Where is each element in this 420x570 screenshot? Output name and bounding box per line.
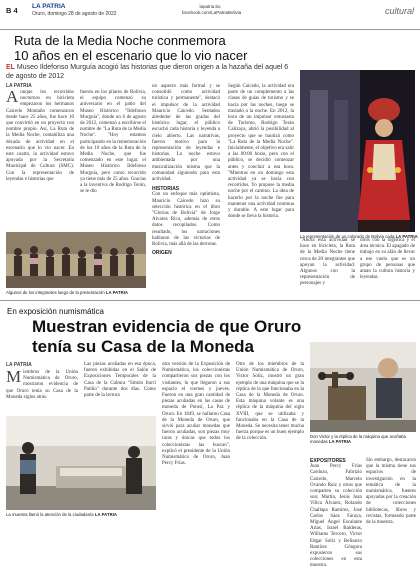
article2-byline: LA PATRIA — [6, 362, 32, 368]
article1-column-5: "Ahora esta actividad se hace en bicicleta, la Ruta de la Media Noche tiene cerca de 20 integrantes que apoyan la actividad. Algunos con la representación de personajes y — [300, 238, 355, 287]
article1-group-photo — [6, 232, 146, 288]
article1-column-1: A unque los recorridos nocturnos en bicicleta empezaron los hermanos Caicedo Montaño comenzaron desde hace 25 años, fue hace 10 que convirtió en un proyecto con nombre propio. Así, La Ruta de la Media Noche, contabiliza una década de actividad en el escenario que lo vio nacer. En este cuarto, la actividad estuvo apoyada por la Secretaría Municipal de Cultura (SMC). Con la representación de leyendas e historias que — [6, 87, 74, 182]
article2-headline: Muestran evidencia de que Oruro tenía su Casa de la Moneda — [32, 317, 302, 356]
article1-byline: LA PATRIA — [6, 83, 32, 89]
article1-photo2-caption: La representación de un colorado de Bolivia cada LA PATRIA — [300, 234, 418, 239]
article2-exhibition-photo — [6, 416, 156, 510]
article2-photo3-caption: La muestra llamó la atención de la ciudadanía LA PATRIA — [6, 512, 117, 517]
article2-machine-photo — [310, 342, 416, 432]
article-divider — [0, 300, 420, 301]
article1-column-4: Según Caicedo, la actividad era parte de un complemento a las clases de guías de turismo y se hacía por las noches, luego se trasladó a la noche. En 2012, la hora de un impulsor entusiasta de Turismo, Rodrigo Terán Calizaya, abrió la posibilidad al proyecto que se bautizó como "La Ruta de la Media Noche". Inicialmente, el objetivo era salir a las 00:00 horas, pero con el público, se decidió comenzar antes y concluir a esa hora. "Mientras en un domingo esta actividad ya se hacía con recorridos. Yo propuse la media noche por el camino. La idea de hacerlo por la noche fue para mantener una actividad continua y durable. A este lugar para donde se lleva la historia. — [228, 84, 294, 220]
article1-column-6: otros con la logística y el área técnica. El apagado de trabajo en su afán de llevar a ese vuelo que es un grupo de personas que aman la cultura historia y leyendas. — [360, 238, 415, 281]
issue-date: Oruro, domingo 28 de agosto de 2022 — [32, 11, 117, 17]
article2-kicker: En exposición numismática — [7, 307, 104, 316]
site-info: lapatria.bo facebook.com/LaPatriaBolivia — [182, 4, 242, 15]
page-number: B 4 — [6, 6, 18, 15]
article2-column-4: Otro de los miembros de la Unión Numismática de Oruro, Victor Soliz, mostró un gran ejemplo de una máquina que se la réplica de la que funcionaba en la Casa de la Moneda de Oruro. Esta máquina volante es una réplica de la máquina del siglo XVIII, que se utilizaba y funcionaba en la Casa de la Moneda. Se necesita tener mucha fuerza porque es un buen ejemplo de la colección. — [236, 362, 304, 442]
article1-column-2: fueron en los pilares de Bolivia, el equipo comenzó su aniversario en el patio del Museo Histórico "Ildefonso Murguía", donde un 6 de agosto de 2012, comenzó a escribirse el nombre de "La Ruta de la Media Noche". "Hoy estamos participando en la rememoración de los 10 años de la Ruta de la Media Noche, que fue comenzado en este lugar, el Museo Histórico Ildefonso Murguía, pero como recorrido ya tiene más de 25 años. Gracias a la inventiva de Rodrigo Terán, se le dio — [80, 90, 146, 195]
article2-column-3: otra versión de la Exposición de Numismática, los coleccionistas compartieron sus piezas con los visitantes, lo que llegaron a sus espacio el viernes y jueves. Fueron en una gran cantidad de piezas acuñadas en las casas de moneda de Potosí, La Paz y Oruro. En 1849, se hallaron Casa de la Moneda de Oruro, que sirvió para acuñar monedas que fueron acuñadas, son piezas muy raras y únicas que todos los coleccionistas las buscan", explicó el presidente de la Unión Numismática de Oruro, Juan Percy Frías. — [162, 362, 230, 467]
exhibition-photo-image — [6, 416, 156, 510]
article1-subtitle: EL Museo Ildefonso Murguía acogió las historias que dieron origen a la hazaña del aquel 6 de agosto de 2012 — [6, 64, 289, 80]
page-header — [0, 0, 420, 30]
article2-column-6: Sin embargo, destacaron que la misma tiene sus espacios de investigación en la temática de la numismática, fuentes apoyadas por la creación de colecciones bibliotecas, libros y revistas, formando parte de la muestra. — [366, 458, 416, 526]
performer-photo-image — [300, 70, 415, 232]
machine-photo-image — [310, 342, 416, 432]
article2-column-2: Las piezas acuñadas en esa época, fueron exhibidas en el Salón de Exposiciones Temporales de la Casa de la Cultura "Simón Iturri Patiño" durante dos días. Como parte de la lectura — [84, 362, 156, 399]
article2-column-1: M iembros de la Unión Numismática de Oruro, mostraron evidencia de que Oruro tenía su Casa de la Moneda siglos atrás. — [6, 367, 78, 400]
article1-column-3: un aspecto más formal y se consolidó como actividad turística y permanente", destacó el impulsor de la actividad Mauricio Caicedo. Sentados alrededor de las gradas del histórico lugar, el público escuchó cada historia y leyenda a cielo abierto. Las narrativas, fueron motivo para la representación de leyendas e historias. La noche estuvo ambientada por una musicalización misma que la comunidad siguiendo para esta actividad. HISTORIAS Con un enfoque más optimista, Mauricio Caicedo hizo su selección histórica en el libro "Glorias de Bolivia" de Jorge Alvarez Rico, además de otros datos recopilados. Como resultado, los narraciones hablaron de las victorias de Bolivia, más allá de las derrotas. ORIGEN — [152, 84, 220, 257]
article1-performer-photo — [300, 70, 415, 232]
section-name: cultural — [384, 6, 414, 16]
article1-headline: Ruta de la Media Noche conmemora 10 años en el escenario que lo vio nacer — [14, 33, 248, 63]
article2-column-5: EXPOSITORES Juan Percy Frías Cardozo, Fabrizio Caicedo, Marcelo Ovando Ruiz y otros que comparten su colección son: Martín, Jesús Juan Villca Álvarez, Rolando Challapa Ramírez, José Carlos Sáez Faraya, Miguel Ángel Escalante Arias, Israel Balderas, Williams Tercero, Victor Edgar Soliz y Belisario Ramírez Góngora expusieron sus colecciones en esta muestra. — [310, 458, 362, 569]
article1-photo1-caption: Algunos de los integrantes luego de la presentación LA PATRIA — [6, 290, 128, 295]
article2-photo4-caption: Don Victor y la réplica de la máquina que acuñaba monedas LA PATRIA — [310, 434, 406, 444]
newspaper-logo: LA PATRIA — [32, 3, 66, 10]
group-photo-image — [6, 232, 146, 288]
